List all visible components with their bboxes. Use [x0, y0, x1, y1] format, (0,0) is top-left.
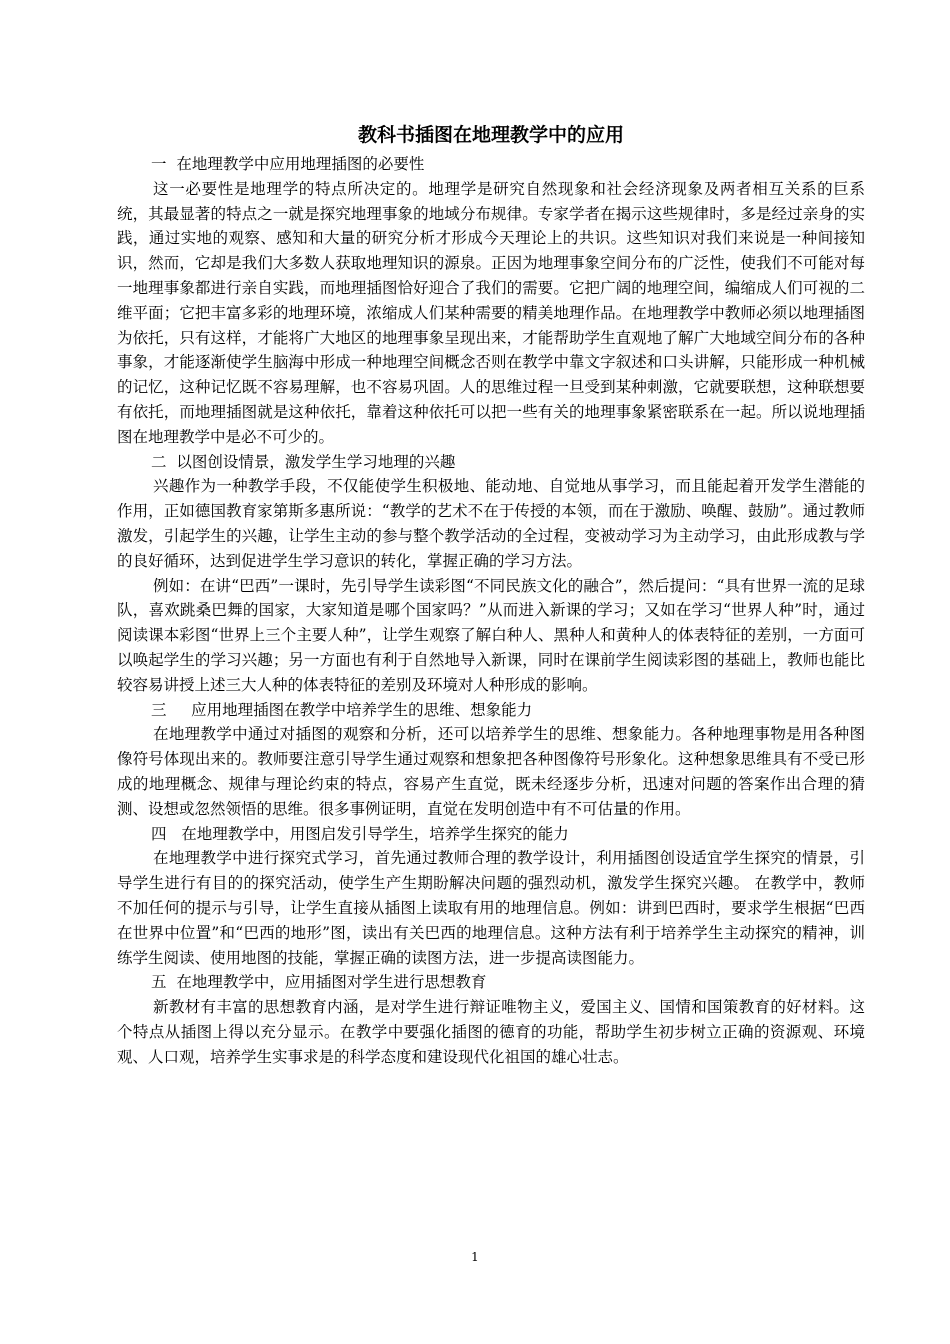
- section-5: [117, 970, 865, 1069]
- section-heading: 一 在地理教学中应用地理插图的必要性: [151, 155, 425, 173]
- section-heading: 三 应用地理插图在教学中培养学生的思维、想象能力: [151, 700, 533, 719]
- document-title: 教科书插图在地理教学中的应用: [357, 124, 624, 146]
- paragraph: 新教材有丰富的思想教育内涵，是对学生进行辩证唯物主义，爱国主义、国情和国策教育的好材料。这个特点从插图上得以充分显示。在教学中要强化插图的德育的功能，帮助学生初步树立正确的资源观、环境观、人口观，培养学生实事求是的科学态度和建设现代化祖国的雄心壮志。: [117, 998, 865, 1066]
- paragraph: 在地理教学中进行探究式学习，首先通过教师合理的教学设计，利用插图创设适宜学生探究的情景，引导学生进行有目的的探究活动，使学生产生期盼解决问题的强烈动机，激发学生探究兴趣。 在教学中，教师不加任何的提示与引导，让学生直接从插图上读取有用的地理信息。例如：讲到巴西时，要求学生根据“巴西在世界中位置”和“巴西的地形”图，读出有关巴西的地理信息。这种方法有利于培养学生主动探究的精神，训练学生阅读、使用地图的技能，掌握正确的读图方法，进一步提高读图能力。: [117, 849, 865, 967]
- section-4: [117, 822, 865, 971]
- page-number: 1: [471, 1250, 479, 1264]
- section-2: [117, 450, 865, 698]
- section-heading: 五 在地理教学中，应用插图对学生进行思想教育: [151, 973, 487, 992]
- section-3: [117, 698, 865, 822]
- section-heading: 二 以图创设情景，激发学生学习地理的兴趣: [151, 452, 456, 471]
- paragraph: 例如：在讲“巴西”一课时，先引导学生读彩图“不同民族文化的融合”，然后提问：“具有世界一流的足球队，喜欢跳桑巴舞的国家，大家知道是哪个国家吗？”从而进入新课的学习；又如在学习“世界人种”时，通过阅读课本彩图“世界上三个主要人种”，让学生观察了解白种人、黑种人和黄种人的体表特征的差别，一方面可以唤起学生的学习兴趣；另一方面也有利于自然地导入新课，同时在课前学生阅读彩图的基础上，教师也能比较容易讲授上述三大人种的体表特征的差别及环境对人种形成的影响。: [117, 576, 865, 694]
- section-1: [117, 152, 865, 450]
- section-heading: 四 在地理教学中，用图启发引导学生，培养学生探究的能力: [151, 824, 569, 843]
- paragraph: 兴趣作为一种教学手段，不仅能使学生积极地、能动地、自觉地从事学习，而且能起着开发学生潜能的作用，正如德国教育家第斯多惠所说：“教学的艺术不在于传授的本领，而在于激励、唤醒、鼓励”。通过教师激发，引起学生的兴趣，让学生主动的参与整个教学活动的全过程，变被动学习为主动学习，由此形成教与学的良好循环，达到促进学生学习意识的转化，掌握正确的学习方法。: [117, 477, 865, 570]
- paragraph: 这一必要性是地理学的特点所决定的。地理学是研究自然现象和社会经济现象及两者相互关系的巨系统，其最显著的特点之一就是探究地理事象的地域分布规律。专家学者在揭示这些规律时，多是经过亲身的实践，通过实地的观察、感知和大量的研究分析才形成今天理论上的共识。这些知识对我们来说是一种间接知识，然而，它却是我们大多数人获取地理知识的源泉。正因为地理事象空间分布的广泛性，使我们不可能对每一地理事象都进行亲自实践，而地理插图恰好迎合了我们的需要。它把广阔的地理空间，编缩成人们可视的二维平面；它把丰富多彩的地理环境，浓缩成人们某种需要的精美地理作品。在地理教学中教师必须以地理插图为依托，只有这样，才能将广大地区的地理事象呈现出来，才能帮助学生直观地了解广大地域空间分布的各种事象，才能逐渐使学生脑海中形成一种地理空间概念否则在教学中靠文字叙述和口头讲解，只能形成一种机械的记忆，这种记忆既不容易理解，也不容易巩固。人的思维过程一旦受到某种刺激，它就要联想，这种联想要有依托，而地理插图就是这种依托，靠着这种依托可以把一些有关的地理事象紧密联系在一起。所以说地理插图在地理教学中是必不可少的。: [117, 179, 865, 446]
- paragraph: 在地理教学中通过对插图的观察和分析，还可以培养学生的思维、想象能力。各种地理事物是用各种图像符号体现出来的。教师要注意引导学生通过观察和想象把各种图像符号形象化。这种想象思维具有不受已形成的地理概念、规律与理论约束的特点，容易产生直觉，既未经逐步分析，迅速对问题的答案作出合理的猜测、设想或忽然领悟的思维。很多事例证明，直觉在发明创造中有不可估量的作用。: [117, 725, 865, 818]
- document-body: [117, 120, 865, 1069]
